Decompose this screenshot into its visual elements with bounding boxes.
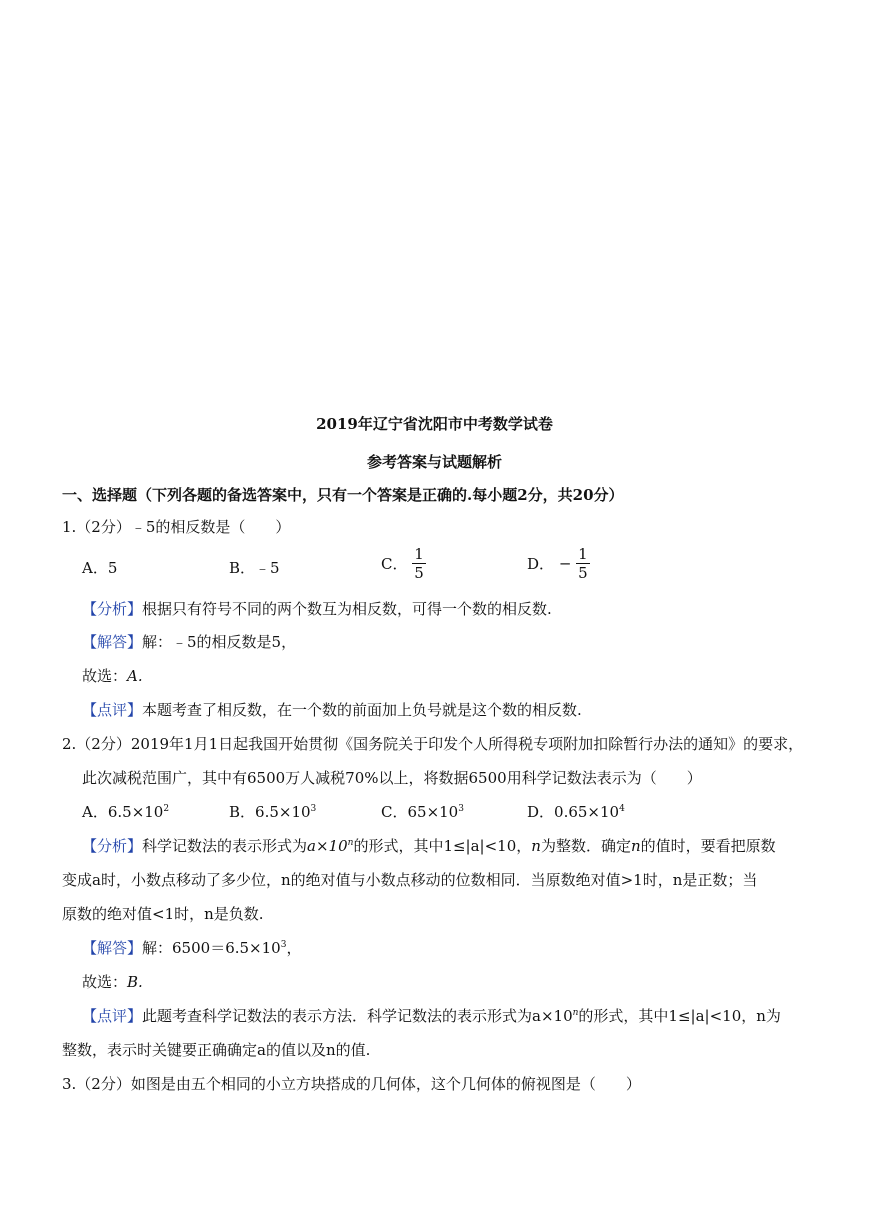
q1-answer-text: 解：﹣5的相反数是5， [142, 633, 297, 651]
answer-tag: 【解答】 [82, 939, 143, 957]
q1-option-c [381, 545, 426, 582]
q2-comment-exp: n [572, 1008, 579, 1018]
analysis-tag: 【分析】 [82, 600, 143, 618]
q2-analysis-a: 科学记数法的表示形式为 [142, 837, 308, 855]
q2-comment-text: 此题考查科学记数法的表示方法．科学记数法的表示形式为a×10 [142, 1007, 573, 1025]
q2-answer-exp: 3 [280, 940, 287, 950]
q1-comment [82, 699, 582, 720]
q2-option-a-text: A．6.5×10 [82, 803, 164, 821]
section-heading: 一、选择题（下列各题的备选答案中，只有一个答案是正确的.每小题2分，共20分） [62, 486, 624, 504]
q2-choice [82, 971, 143, 992]
q1-answer [82, 631, 296, 652]
analysis-tag: 【分析】 [82, 837, 143, 855]
q2-analysis-line3: 原数的绝对值<1时，n是负数. [62, 905, 264, 923]
q1-option-d-denominator: 5 [578, 564, 588, 582]
q1-choice [82, 665, 143, 686]
q2-analysis-d: n [531, 837, 541, 855]
question-2-stem-line2: 此次减税范围广，其中有6500万人减税70%以上，将数据6500用科学记数法表示为（ ） [82, 769, 702, 787]
q1-choice-prefix: 故选： [82, 667, 128, 685]
q2-analysis-g: 的值时，要看把原数 [640, 837, 776, 855]
q1-option-b: B．﹣5 [229, 559, 280, 577]
q1-option-c-denominator: 5 [414, 564, 424, 582]
q1-comment-text: 本题考查了相反数，在一个数的前面加上负号就是这个数的相反数. [142, 701, 582, 719]
q2-analysis-c: 的形式，其中1≤|a|<10， [353, 837, 532, 855]
page-subtitle: 参考答案与试题解析 [366, 453, 502, 471]
q1-option-d [527, 545, 590, 582]
question-1-stem: 1.（2分）﹣5的相反数是（ ） [62, 518, 291, 536]
q1-option-d-label: D． [527, 555, 555, 573]
comment-tag: 【点评】 [82, 701, 143, 719]
answer-tag: 【解答】 [82, 633, 143, 651]
q2-option-d-exp: 4 [619, 804, 625, 814]
question-2-stem-line1: 2.（2分）2019年1月1日起我国开始贯彻《国务院关于印发个人所得税专项附加扣除暂行办法的通知》的要求， [62, 735, 804, 753]
q2-option-c [381, 801, 464, 822]
q1-option-c-fraction [412, 545, 426, 582]
q1-option-d-sign: − [558, 554, 572, 573]
q2-analysis-exp: n [347, 838, 354, 848]
q2-option-c-text: C．65×10 [381, 803, 459, 821]
q2-comment-line1 [82, 1005, 781, 1026]
q2-option-c-exp: 3 [458, 804, 464, 814]
q2-option-b [229, 801, 316, 822]
q2-option-b-exp: 3 [310, 804, 317, 814]
q2-choice-prefix: 故选： [82, 973, 128, 991]
q2-answer [82, 937, 301, 958]
q2-option-a [82, 801, 169, 822]
q2-analysis-line2: 变成a时，小数点移动了多少位，n的绝对值与小数点移动的位数相同．当原数绝对值>1时，n是正数；当 [62, 871, 758, 889]
q2-comment-line2: 整数，表示时关键要正确确定a的值以及n的值. [62, 1041, 371, 1059]
q2-analysis-e: 为整数．确定 [540, 837, 631, 855]
q2-comment-end: 的形式，其中1≤|a|<10，n为 [578, 1007, 781, 1025]
question-3-stem: 3.（2分）如图是由五个相同的小立方块搭成的几何体，这个几何体的俯视图是（ ） [62, 1075, 641, 1093]
q1-option-a: A．5 [82, 559, 118, 577]
q2-answer-end: ， [286, 939, 302, 957]
q1-analysis [82, 598, 552, 619]
q2-option-d-text: D．0.65×10 [527, 803, 620, 821]
q1-option-c-label: C． [381, 555, 408, 573]
q1-option-d-fraction [576, 545, 590, 582]
q2-analysis-line1 [82, 835, 776, 856]
q2-option-d [527, 801, 625, 822]
q2-option-a-exp: 2 [163, 804, 170, 814]
q2-analysis-f: n [630, 837, 641, 855]
q2-analysis-b: a×10 [307, 837, 348, 855]
page-title: 2019年辽宁省沈阳市中考数学试卷 [316, 415, 553, 433]
q2-answer-text: 解：6500＝6.5×10 [142, 939, 281, 957]
comment-tag: 【点评】 [82, 1007, 143, 1025]
q1-choice-value: A. [127, 667, 143, 685]
q1-option-c-numerator: 1 [414, 545, 424, 563]
q1-option-d-numerator: 1 [578, 545, 588, 563]
q2-choice-value: B. [127, 973, 143, 991]
q2-option-b-text: B．6.5×10 [229, 803, 311, 821]
q1-analysis-text: 根据只有符号不同的两个数互为相反数，可得一个数的相反数. [142, 600, 552, 618]
